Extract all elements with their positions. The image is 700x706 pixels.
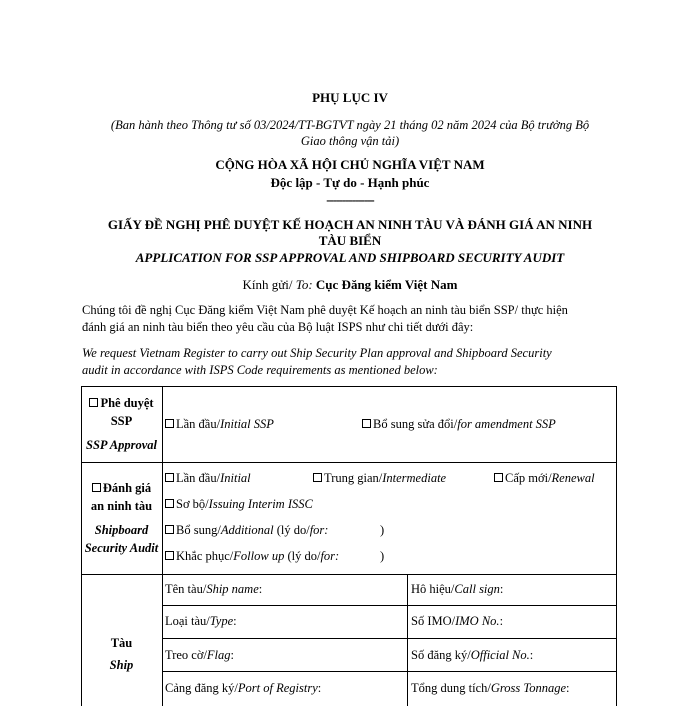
recipient-prefix-en: To: [295,277,313,292]
ssp-option-amendment[interactable]: Bổ sung sửa đổi/for amendment SSP [362,416,556,432]
document-title-en: APPLICATION FOR SSP APPROVAL AND SHIPBOARD SECURITY AUDIT [135,250,565,265]
ssp-option-initial[interactable]: Lần đầu/Initial SSP [165,416,274,432]
recipient-line [70,277,630,293]
row-divider-ssp [81,462,617,463]
ship-row-divider-3 [162,671,617,672]
ssp-approval-checkbox[interactable] [89,398,98,407]
audit-option-interim[interactable]: Sơ bộ/Issuing Interim ISSC [165,496,313,512]
recipient-prefix: Kính gửi/ [242,277,296,292]
request-vi-line2: đánh giá an ninh tàu biển theo yêu cầu của Bộ luật ISPS như chi tiết dưới đây: [82,319,474,334]
audit-option-initial[interactable]: Lần đầu/Initial [165,470,251,486]
ssp-approval-label: Phê duyệt SSP SSP Approval [86,396,157,452]
audit-followup-close: ) [380,549,385,563]
request-en-line1: We request Vietnam Register to carry out Ship Security Plan approval and Shipboard Security [82,346,552,360]
imo-number-field[interactable]: Số IMO/IMO No.: [411,614,504,628]
audit-option-additional[interactable]: Bổ sung/Additional (lý do/for: [165,522,328,538]
audit-option-followup[interactable]: Khắc phục/Follow up (lý do/for: [165,548,339,564]
audit-option-intermediate[interactable]: Trung gian/Intermediate [313,470,446,486]
security-audit-checkbox[interactable] [92,483,101,492]
ship-type-field[interactable]: Loại tàu/Type: [165,614,237,628]
document-title-line2: TÀU BIỂN [318,233,382,248]
audit-interim-checkbox[interactable] [165,499,174,508]
flag-field[interactable]: Treo cờ/Flag: [165,648,235,662]
ssp-initial-checkbox[interactable] [165,419,174,428]
label-column-divider [162,386,163,706]
request-en [82,345,618,378]
ssp-amendment-checkbox[interactable] [362,419,371,428]
gross-tonnage-field[interactable]: Tổng dung tích/Gross Tonnage: [411,681,570,695]
country-name: CỘNG HÒA XÃ HỘI CHỦ NGHĨA VIỆT NAM [215,157,485,172]
request-vi [82,302,618,335]
port-of-registry-field[interactable]: Cảng đăng ký/Port of Registry: [165,681,322,695]
audit-renewal-checkbox[interactable] [494,473,503,482]
security-audit-label: Đánh giá an ninh tàu Shipboard Security Audit [84,481,159,555]
audit-intermediate-checkbox[interactable] [313,473,322,482]
ship-row-divider-1 [162,605,617,606]
document-title-line1: GIẤY ĐỀ NGHỊ PHÊ DUYỆT KẾ HOẠCH AN NINH TÀU VÀ ĐÁNH GIÁ AN NINH [107,217,593,232]
ship-label: Tàu Ship [109,636,134,672]
ship-name-field[interactable]: Tên tàu/Ship name: [165,582,263,596]
appendix-title: PHỤ LỤC IV [312,90,388,105]
audit-additional-checkbox[interactable] [165,525,174,534]
ship-info-column-divider [407,574,408,706]
row-divider-audit [81,574,617,575]
audit-followup-checkbox[interactable] [165,551,174,560]
issued-note-line1: (Ban hành theo Thông tư số 03/2024/TT-BGTVT ngày 21 tháng 02 năm 2024 của Bộ trưởng Bộ [110,118,590,132]
audit-additional-close: ) [380,523,385,537]
audit-option-renewal[interactable]: Cấp mới/Renewal [494,470,595,486]
header-divider: --------------- [326,193,374,207]
call-sign-field[interactable]: Hô hiệu/Call sign: [411,582,504,596]
request-vi-line1: Chúng tôi đề nghị Cục Đăng kiểm Việt Nam phê duyệt Kế hoạch an ninh tàu biển SSP/ thực hiện [82,303,568,317]
issued-note-line2: Giao thông vận tải) [300,134,400,148]
audit-initial-checkbox[interactable] [165,473,174,482]
ship-row-divider-2 [162,638,617,639]
recipient-name: Cục Đăng kiểm Việt Nam [315,277,458,292]
official-number-field[interactable]: Số đăng ký/Official No.: [411,648,534,662]
national-motto: Độc lập - Tự do - Hạnh phúc [270,175,430,190]
request-en-line2: audit in accordance with ISPS Code requirements as mentioned below: [82,362,438,377]
